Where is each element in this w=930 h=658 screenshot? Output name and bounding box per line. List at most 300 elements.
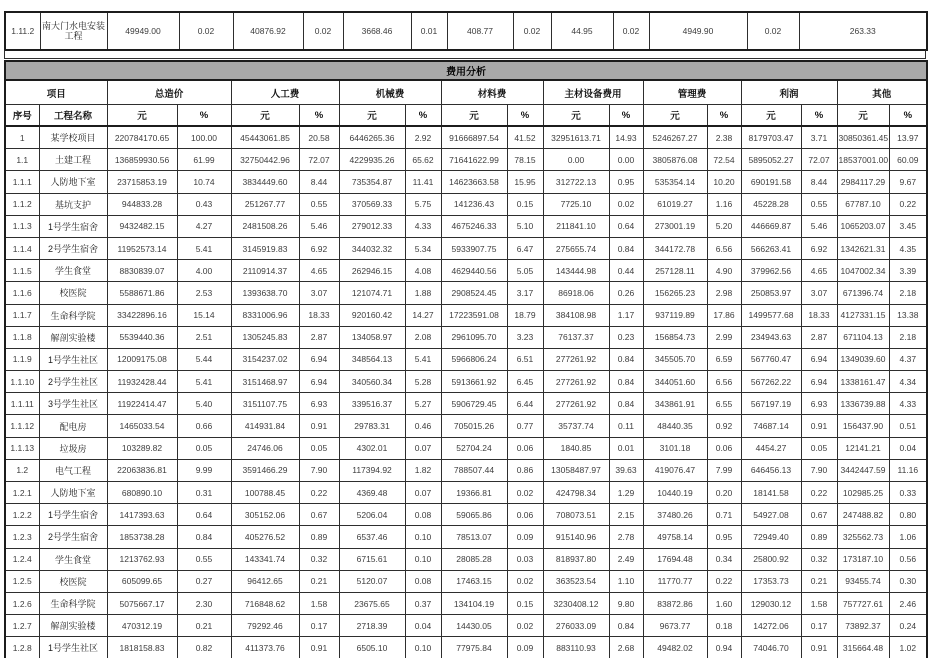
percent-cell: 2.38: [707, 126, 741, 149]
project-name-cell: 解剖实验楼: [39, 615, 107, 637]
amount-cell: 305152.06: [231, 504, 299, 526]
percent-cell: 14.27: [405, 304, 441, 326]
percent-cell: 7.90: [299, 459, 339, 481]
percent-cell: 2.08: [405, 326, 441, 348]
amount-cell: 2110914.37: [231, 260, 299, 282]
percent-cell: 0.91: [801, 637, 837, 658]
percent-cell: 0.18: [707, 615, 741, 637]
amount-cell: 424798.34: [543, 482, 609, 504]
percent-cell: 6.93: [299, 393, 339, 415]
percent-cell: 6.47: [507, 237, 543, 259]
percent-cell: 0.10: [405, 526, 441, 548]
amount-cell: 1305245.83: [231, 326, 299, 348]
amount-cell: 18141.58: [741, 482, 801, 504]
amount-cell: 411373.76: [231, 637, 299, 658]
row-number-cell: 1.1.12: [5, 415, 39, 437]
column-header-amount: 元: [231, 105, 299, 127]
amount-cell: 45228.28: [741, 193, 801, 215]
amount-cell: 4369.48: [339, 482, 405, 504]
percent-cell: 8.44: [801, 171, 837, 193]
percent-cell: 0.95: [707, 526, 741, 548]
project-name-cell: 1号学生社区: [39, 348, 107, 370]
column-header-percent: %: [299, 105, 339, 127]
row-number-cell: 1.2.5: [5, 570, 39, 592]
table-row: [5, 482, 927, 504]
percent-cell: 0.77: [507, 415, 543, 437]
percent-cell: 14.93: [609, 126, 643, 149]
percent-cell: 0.91: [299, 415, 339, 437]
row-number-cell: 1.1.4: [5, 237, 39, 259]
amount-cell: 156437.90: [837, 415, 889, 437]
amount-cell: 788507.44: [441, 459, 507, 481]
project-name-cell: 电气工程: [39, 459, 107, 481]
column-header-name: 工程名称: [39, 105, 107, 127]
amount-cell: 25800.92: [741, 548, 801, 570]
project-name-cell: 人防地下室: [39, 482, 107, 504]
percent-cell: 0.44: [609, 260, 643, 282]
amount-cell: 102985.25: [837, 482, 889, 504]
percent-cell: 7.99: [707, 459, 741, 481]
amount-cell: 17223591.08: [441, 304, 507, 326]
percent-cell: 1.58: [299, 592, 339, 614]
percent-cell: 0.09: [507, 526, 543, 548]
percent-cell: 4.65: [801, 260, 837, 282]
percent-cell: 72.07: [801, 149, 837, 171]
row-number-cell: 1.2.4: [5, 548, 39, 570]
row-number-cell: 1.2: [5, 459, 39, 481]
amount-cell: 4302.01: [339, 437, 405, 459]
percent-cell: 0.51: [889, 415, 927, 437]
project-name-cell: 生命科学院: [39, 304, 107, 326]
column-header-amount: 元: [543, 105, 609, 127]
amount-cell: 3834449.60: [231, 171, 299, 193]
percent-cell: 2.87: [801, 326, 837, 348]
amount-cell: 28085.28: [441, 548, 507, 570]
amount-cell: 220784170.65: [107, 126, 177, 149]
table-row: [5, 459, 927, 481]
amount-cell: 14430.05: [441, 615, 507, 637]
amount-cell: 76137.37: [543, 326, 609, 348]
amount-cell: 405276.52: [231, 526, 299, 548]
amount-cell: 33422896.16: [107, 304, 177, 326]
amount-cell: 59065.86: [441, 504, 507, 526]
amount-cell: 22063836.81: [107, 459, 177, 481]
amount-cell: 6446265.36: [339, 126, 405, 149]
table-row: [5, 193, 927, 215]
amount-cell: 1417393.63: [107, 504, 177, 526]
percent-cell: 0.86: [507, 459, 543, 481]
amount-cell: 257128.11: [643, 260, 707, 282]
percent-cell: 5.46: [801, 215, 837, 237]
amount-cell: 5539440.36: [107, 326, 177, 348]
percent-cell: 0.55: [801, 193, 837, 215]
percent-cell: 0.01: [609, 437, 643, 459]
amount-cell: 48440.35: [643, 415, 707, 437]
amount-cell: 262946.15: [339, 260, 405, 282]
amount-cell: 1840.85: [543, 437, 609, 459]
percent-cell: 15.14: [177, 304, 231, 326]
amount-cell: 250853.97: [741, 282, 801, 304]
group-header-labor: 人工费: [231, 80, 339, 105]
column-header-amount: 元: [339, 105, 405, 127]
amount-cell: 671104.13: [837, 326, 889, 348]
percent-cell: 1.58: [801, 592, 837, 614]
amount-cell: 937119.89: [643, 304, 707, 326]
percent-cell: 100.00: [177, 126, 231, 149]
amount-cell: 708073.51: [543, 504, 609, 526]
amount-cell: 17463.15: [441, 570, 507, 592]
amount-cell: 3805876.08: [643, 149, 707, 171]
table-row: [5, 592, 927, 614]
amount-cell: 10440.19: [643, 482, 707, 504]
percent-cell: 0.06: [507, 504, 543, 526]
percent-cell: 0.06: [507, 437, 543, 459]
group-header-management: 管理费: [643, 80, 741, 105]
amount-cell: 74046.70: [741, 637, 801, 658]
percent-cell: 0.09: [507, 637, 543, 658]
percent-cell: 0.11: [609, 415, 643, 437]
amount-cell: 4629440.56: [441, 260, 507, 282]
percent-cell: 3.07: [299, 282, 339, 304]
amount-cell: 277261.92: [543, 371, 609, 393]
project-name-cell: 基坑支护: [39, 193, 107, 215]
amount-cell: 3154237.02: [231, 348, 299, 370]
percent-cell: 6.56: [707, 371, 741, 393]
amount-cell: 343861.91: [643, 393, 707, 415]
amount-cell: 3591466.29: [231, 459, 299, 481]
percent-cell: 0.89: [801, 526, 837, 548]
amount-cell: 379962.56: [741, 260, 801, 282]
amount-cell: 24746.06: [231, 437, 299, 459]
percent-cell: 2.15: [609, 504, 643, 526]
percent-cell: 0.92: [707, 415, 741, 437]
percent-cell: 0.91: [299, 637, 339, 658]
amount-cell: 156854.73: [643, 326, 707, 348]
percent-cell: 5.41: [405, 348, 441, 370]
amount-cell: 91666897.54: [441, 126, 507, 149]
percent-cell: 0.07: [405, 437, 441, 459]
percent-cell: 39.63: [609, 459, 643, 481]
amount-cell: 1065203.07: [837, 215, 889, 237]
percent-cell: 0.21: [801, 570, 837, 592]
percent-cell: 3.45: [889, 215, 927, 237]
percent-cell: 0.02: [507, 570, 543, 592]
amount-cell: 71641622.99: [441, 149, 507, 171]
percent-cell: 0.91: [801, 415, 837, 437]
table-row: [5, 526, 927, 548]
amount-cell: 103289.82: [107, 437, 177, 459]
project-name-cell: 生命科学院: [39, 592, 107, 614]
amount-cell: 11922414.47: [107, 393, 177, 415]
percent-cell: 0.84: [609, 371, 643, 393]
project-name-cell: 1号学生社区: [39, 637, 107, 658]
group-header-row: [5, 80, 927, 105]
row-number-cell: 1.1.3: [5, 215, 39, 237]
amount-cell: 3151107.75: [231, 393, 299, 415]
amount-cell: 67787.10: [837, 193, 889, 215]
amount-cell: 920160.42: [339, 304, 405, 326]
amount-cell: 77975.84: [441, 637, 507, 658]
table-row: [5, 393, 927, 415]
percent-cell: 1.88: [405, 282, 441, 304]
percent-cell: 0.64: [609, 215, 643, 237]
amount-cell: 143444.98: [543, 260, 609, 282]
percent-cell: 0.10: [405, 637, 441, 658]
percent-cell: 2.18: [889, 326, 927, 348]
amount-cell: 11770.77: [643, 570, 707, 592]
project-name-cell: 解剖实验楼: [39, 326, 107, 348]
project-name-cell: 学生食堂: [39, 548, 107, 570]
percent-cell: 0.32: [801, 548, 837, 570]
percent-cell: 4.00: [177, 260, 231, 282]
percent-cell: 0.21: [299, 570, 339, 592]
amount-cell: 4127331.15: [837, 304, 889, 326]
amount-cell: 1213762.93: [107, 548, 177, 570]
amount-cell: 3442447.59: [837, 459, 889, 481]
percent-cell: 0.02: [507, 482, 543, 504]
amount-cell: 13058487.97: [543, 459, 609, 481]
percent-cell: 6.94: [299, 371, 339, 393]
amount-cell: 11932428.44: [107, 371, 177, 393]
table-row: [5, 637, 927, 658]
percent-cell: 0.23: [609, 326, 643, 348]
percent-cell: 17.86: [707, 304, 741, 326]
amount-cell: 18537001.00: [837, 149, 889, 171]
amount-cell: 2984117.29: [837, 171, 889, 193]
amount-cell: 4454.27: [741, 437, 801, 459]
amount-cell: 3101.18: [643, 437, 707, 459]
percent-cell: 0.20: [707, 482, 741, 504]
percent-cell: 0.80: [889, 504, 927, 526]
column-header-percent: %: [801, 105, 837, 127]
amount-cell: 671396.74: [837, 282, 889, 304]
percent-cell: 0.10: [405, 548, 441, 570]
amount-cell: 363523.54: [543, 570, 609, 592]
row-number-cell: 1.2.2: [5, 504, 39, 526]
row-number-cell: 1.11.2: [5, 12, 40, 50]
percent-cell: 5.34: [405, 237, 441, 259]
amount-cell: 345505.70: [643, 348, 707, 370]
amount-cell: 535354.14: [643, 171, 707, 193]
percent-cell: 0.27: [177, 570, 231, 592]
percent-cell: 2.51: [177, 326, 231, 348]
amount-cell: 61019.27: [643, 193, 707, 215]
amount-cell: 6537.46: [339, 526, 405, 548]
percent-cell: 0.24: [889, 615, 927, 637]
percent-cell: 5.41: [177, 237, 231, 259]
percent-cell: 0.46: [405, 415, 441, 437]
percent-cell: 0.89: [299, 526, 339, 548]
project-name-cell: 校医院: [39, 570, 107, 592]
percent-cell: 0.02: [507, 615, 543, 637]
percent-cell: 0.34: [707, 548, 741, 570]
table-row: [5, 304, 927, 326]
amount-cell: 567197.19: [741, 393, 801, 415]
amount-cell: 944833.28: [107, 193, 177, 215]
percent-cell: 0.84: [609, 393, 643, 415]
table-title-band: 费用分析: [5, 61, 927, 80]
project-name-cell: 2号学生宿舍: [39, 526, 107, 548]
row-number-cell: 1.1.2: [5, 193, 39, 215]
amount-cell: 1336739.88: [837, 393, 889, 415]
percent-cell: 6.51: [507, 348, 543, 370]
table-row: [5, 237, 927, 259]
percent-cell: 4.27: [177, 215, 231, 237]
amount-cell: 83872.86: [643, 592, 707, 614]
amount-cell: 30850361.45: [837, 126, 889, 149]
amount-cell: 2908524.45: [441, 282, 507, 304]
percent-cell: 2.18: [889, 282, 927, 304]
amount-cell: 680890.10: [107, 482, 177, 504]
amount-cell: 6715.61: [339, 548, 405, 570]
percent-cell: 6.94: [801, 348, 837, 370]
percent-cell: 6.45: [507, 371, 543, 393]
amount-cell: 5120.07: [339, 570, 405, 592]
percent-cell: 6.92: [801, 237, 837, 259]
column-header-amount: 元: [107, 105, 177, 127]
amount-cell: 136859930.56: [107, 149, 177, 171]
amount-cell: 735354.87: [339, 171, 405, 193]
row-number-cell: 1.1.7: [5, 304, 39, 326]
amount-cell: 5588671.86: [107, 282, 177, 304]
percent-cell: 0.15: [507, 592, 543, 614]
percent-cell: 5.20: [707, 215, 741, 237]
table-row: [5, 615, 927, 637]
percent-cell: 0.82: [177, 637, 231, 658]
amount-cell: 96412.65: [231, 570, 299, 592]
amount-cell: 446669.87: [741, 215, 801, 237]
percent-cell: 78.15: [507, 149, 543, 171]
percent-cell: 2.68: [609, 637, 643, 658]
amount-cell: 4229935.26: [339, 149, 405, 171]
amount-cell: 5895052.27: [741, 149, 801, 171]
percent-cell: 2.78: [609, 526, 643, 548]
project-name-cell: 2号学生宿舍: [39, 237, 107, 259]
project-name-cell: 土建工程: [39, 149, 107, 171]
amount-cell: 23675.65: [339, 592, 405, 614]
percent-cell: 4.90: [707, 260, 741, 282]
amount-cell: 757727.61: [837, 592, 889, 614]
percent-cell: 2.99: [707, 326, 741, 348]
amount-cell: 1349039.60: [837, 348, 889, 370]
percent-cell: 0.84: [177, 526, 231, 548]
column-header-percent: %: [507, 105, 543, 127]
amount-cell: 8179703.47: [741, 126, 801, 149]
percent-cell: 4.65: [299, 260, 339, 282]
row-number-cell: 1.1.10: [5, 371, 39, 393]
percent-cell: 5.44: [177, 348, 231, 370]
table-row: [5, 326, 927, 348]
amount-cell: 7725.10: [543, 193, 609, 215]
amount-cell: 3230408.12: [543, 592, 609, 614]
percent-cell: 72.07: [299, 149, 339, 171]
percent-cell: 0.17: [801, 615, 837, 637]
row-number-cell: 1.2.1: [5, 482, 39, 504]
amount-cell: 93455.74: [837, 570, 889, 592]
percent-cell: 0.56: [889, 548, 927, 570]
amount-cell: 340560.34: [339, 371, 405, 393]
previous-table-row: [4, 11, 928, 51]
group-header-project: 项目: [5, 80, 107, 105]
column-header-amount: 元: [441, 105, 507, 127]
percent-cell: 3.17: [507, 282, 543, 304]
amount-cell: 143341.74: [231, 548, 299, 570]
percent-cell: 0.06: [707, 437, 741, 459]
amount-cell: 1338161.47: [837, 371, 889, 393]
amount-cell: 1465033.54: [107, 415, 177, 437]
percent-cell: 0.67: [801, 504, 837, 526]
amount-cell: 14272.06: [741, 615, 801, 637]
row-number-cell: 1.1.11: [5, 393, 39, 415]
percent-cell: 0.05: [801, 437, 837, 459]
amount-cell: 5246267.27: [643, 126, 707, 149]
table-row: [5, 371, 927, 393]
percent-cell: 61.99: [177, 149, 231, 171]
percent-cell: 3.23: [507, 326, 543, 348]
amount-cell: 173187.10: [837, 548, 889, 570]
percent-cell: 9.80: [609, 592, 643, 614]
amount-cell: 211841.10: [543, 215, 609, 237]
percent-cell: 9.99: [177, 459, 231, 481]
amount-cell: 3151468.97: [231, 371, 299, 393]
percent-cell: 0.33: [889, 482, 927, 504]
table-row: [5, 548, 927, 570]
amount-cell: 72949.40: [741, 526, 801, 548]
percent-cell: 5.28: [405, 371, 441, 393]
percent-cell: 0.08: [405, 570, 441, 592]
percent-cell: 41.52: [507, 126, 543, 149]
cost-analysis-table: [4, 60, 928, 658]
amount-cell: 273001.19: [643, 215, 707, 237]
percent-cell: 4.35: [889, 237, 927, 259]
percent-cell: 0.05: [177, 437, 231, 459]
project-name-cell: 2号学生社区: [39, 371, 107, 393]
amount-cell: 705015.26: [441, 415, 507, 437]
percent-cell: 0.05: [299, 437, 339, 459]
group-header-total: 总造价: [107, 80, 231, 105]
column-header-percent: %: [707, 105, 741, 127]
amount-cell: 129030.12: [741, 592, 801, 614]
amount-cell: 883110.93: [543, 637, 609, 658]
amount-cell: 566263.41: [741, 237, 801, 259]
value-cell: 49949.00: [107, 12, 179, 50]
percent-cell: 1.10: [609, 570, 643, 592]
amount-cell: 315664.48: [837, 637, 889, 658]
amount-cell: 14623663.58: [441, 171, 507, 193]
percent-cell: 5.10: [507, 215, 543, 237]
percent-cell: 1.06: [889, 526, 927, 548]
percent-cell: 6.56: [707, 237, 741, 259]
amount-cell: 348564.13: [339, 348, 405, 370]
row-number-cell: 1.1.5: [5, 260, 39, 282]
percent-cell: 0.04: [889, 437, 927, 459]
amount-cell: 3145919.83: [231, 237, 299, 259]
amount-cell: 35737.74: [543, 415, 609, 437]
percent-cell: 6.59: [707, 348, 741, 370]
percent-cell: 0.03: [507, 548, 543, 570]
percent-cell: 72.54: [707, 149, 741, 171]
column-header-amount: 元: [643, 105, 707, 127]
percent-cell: 0.55: [177, 548, 231, 570]
percent-cell: 18.33: [299, 304, 339, 326]
project-name-cell: 3号学生社区: [39, 393, 107, 415]
amount-cell: 384108.98: [543, 304, 609, 326]
amount-cell: 344032.32: [339, 237, 405, 259]
amount-cell: 5913661.92: [441, 371, 507, 393]
percent-cell: 3.71: [801, 126, 837, 149]
row-number-cell: 1.1.8: [5, 326, 39, 348]
amount-cell: 370569.33: [339, 193, 405, 215]
